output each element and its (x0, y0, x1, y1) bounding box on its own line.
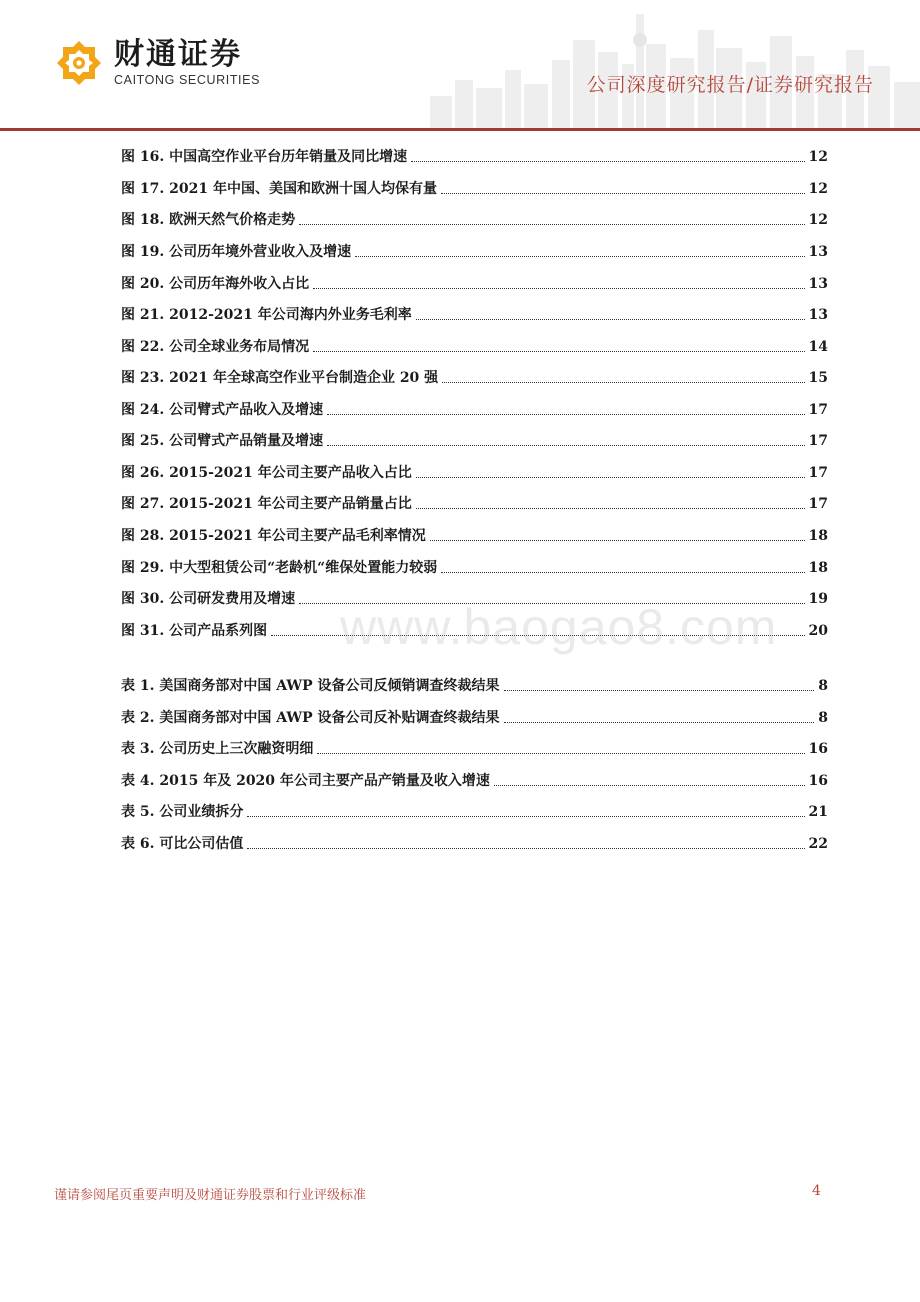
toc-entry[interactable] (121, 397, 828, 419)
dot-leader (416, 476, 805, 478)
dot-leader (247, 847, 804, 849)
toc-entry[interactable] (121, 428, 828, 450)
brand-name-cn: 财通证券 (114, 37, 242, 72)
toc-entry-label: 表 1. 美国商务部对中国 AWP 设备公司反倾销调查终裁结果 (121, 678, 500, 694)
toc-entry-label: 图 27. 2015-2021 年公司主要产品销量占比 (121, 496, 412, 512)
toc-entry-page: 16 (808, 773, 828, 789)
toc-entry[interactable] (121, 144, 828, 166)
toc-entry-page: 13 (808, 244, 828, 260)
toc-entry-label: 图 29. 中大型租赁公司“老龄机“维保处置能力较弱 (121, 560, 438, 576)
toc-entry[interactable] (121, 736, 828, 758)
toc-entry-label: 图 20. 公司历年海外收入占比 (121, 276, 310, 292)
toc-entry-page: 12 (808, 149, 828, 165)
toc-entry-page: 16 (808, 741, 828, 757)
toc-entry[interactable] (121, 207, 828, 229)
dot-leader (411, 160, 804, 162)
dot-leader (313, 350, 804, 352)
toc-entry-page: 14 (808, 339, 828, 355)
toc-entry-label: 图 18. 欧洲天然气价格走势 (121, 212, 296, 228)
toc-entry[interactable] (121, 365, 828, 387)
toc-entry-page: 18 (808, 528, 828, 544)
brand-name-en: CAITONG SECURITIES (114, 73, 261, 87)
dot-leader (416, 318, 805, 320)
toc-entry-page: 8 (818, 710, 828, 726)
toc-entry-label: 表 6. 可比公司估值 (121, 836, 244, 852)
toc-entry-page: 17 (808, 433, 828, 449)
caitong-logo-icon (54, 38, 104, 88)
toc-entry[interactable] (121, 302, 828, 324)
toc-entry[interactable] (121, 176, 828, 198)
toc-entry-page: 20 (808, 623, 828, 639)
page-header (0, 0, 920, 132)
toc-entry-page: 19 (808, 591, 828, 607)
toc-entry-label: 图 22. 公司全球业务布局情况 (121, 339, 310, 355)
disclaimer-note: 谨请参阅尾页重要声明及财通证券股票和行业评级标准 (54, 1188, 367, 1203)
toc-entry[interactable] (121, 271, 828, 293)
toc-entry[interactable] (121, 705, 828, 727)
page-number: 4 (812, 1183, 821, 1199)
toc-entry-page: 12 (808, 181, 828, 197)
toc-entry[interactable] (121, 460, 828, 482)
toc-entry[interactable] (121, 239, 828, 261)
toc-entry-label: 图 23. 2021 年全球高空作业平台制造企业 20 强 (121, 370, 439, 386)
toc-entry[interactable] (121, 523, 828, 545)
dot-leader (441, 571, 804, 573)
dot-leader (494, 784, 805, 786)
toc-entry[interactable] (121, 673, 828, 695)
report-type: 公司深度研究报告/证券研究报告 (586, 74, 874, 96)
toc-entry[interactable] (121, 799, 828, 821)
toc-entry-label: 图 26. 2015-2021 年公司主要产品收入占比 (121, 465, 412, 481)
toc-entry-label: 表 4. 2015 年及 2020 年公司主要产品产销量及收入增速 (121, 773, 490, 789)
toc-entry-page: 17 (808, 465, 828, 481)
toc-entry-page: 18 (808, 560, 828, 576)
dot-leader (355, 255, 804, 257)
toc-entry-label: 表 5. 公司业绩拆分 (121, 804, 244, 820)
toc-entry-page: 17 (808, 402, 828, 418)
toc-entry-label: 图 25. 公司臂式产品销量及增速 (121, 433, 324, 449)
toc-entry-page: 13 (808, 307, 828, 323)
toc-entry-page: 15 (808, 370, 828, 386)
toc-entry[interactable] (121, 768, 828, 790)
dot-leader (504, 721, 815, 723)
toc-entry-page: 12 (808, 212, 828, 228)
dot-leader (299, 223, 804, 225)
dot-leader (442, 381, 804, 383)
dot-leader (313, 287, 804, 289)
toc-entry[interactable] (121, 831, 828, 853)
dot-leader (416, 507, 805, 509)
toc-entry-page: 21 (808, 804, 828, 820)
toc-entry[interactable] (121, 555, 828, 577)
toc-entry-label: 图 30. 公司研发费用及增速 (121, 591, 296, 607)
toc-entry[interactable] (121, 491, 828, 513)
toc-entry-label: 图 16. 中国高空作业平台历年销量及同比增速 (121, 149, 408, 165)
watermark: www.baogao8.com (340, 599, 778, 655)
toc-entry-label: 图 19. 公司历年境外营业收入及增速 (121, 244, 352, 260)
toc-entry-page: 13 (808, 276, 828, 292)
header-divider (0, 128, 920, 131)
toc-entry-label: 图 28. 2015-2021 年公司主要产品毛利率情况 (121, 528, 426, 544)
toc-entry-label: 表 2. 美国商务部对中国 AWP 设备公司反补贴调查终裁结果 (121, 710, 500, 726)
toc-entry-label: 图 17. 2021 年中国、美国和欧洲十国人均保有量 (121, 181, 437, 197)
toc-entry-label: 图 24. 公司臂式产品收入及增速 (121, 402, 324, 418)
toc-entry-label: 表 3. 公司历史上三次融资明细 (121, 741, 314, 757)
toc-entry-page: 8 (818, 678, 828, 694)
dot-leader (504, 689, 815, 691)
dot-leader (441, 192, 805, 194)
toc-entry-page: 22 (808, 836, 828, 852)
dot-leader (430, 539, 805, 541)
toc-entry-label: 图 21. 2012-2021 年公司海内外业务毛利率 (121, 307, 412, 323)
toc-entry-page: 17 (808, 496, 828, 512)
dot-leader (327, 444, 804, 446)
dot-leader (247, 815, 804, 817)
company-logo (54, 38, 260, 88)
toc-entry[interactable] (121, 334, 828, 356)
dot-leader (327, 413, 804, 415)
dot-leader (317, 752, 804, 754)
toc-entry-label: 图 31. 公司产品系列图 (121, 623, 268, 639)
